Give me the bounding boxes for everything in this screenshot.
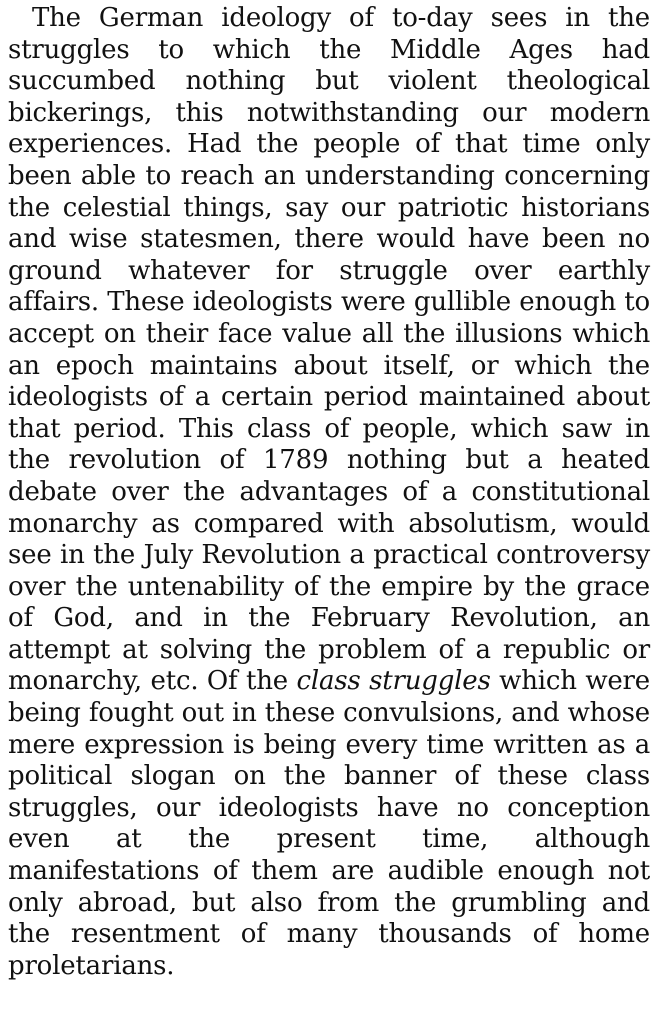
body-paragraph	[8, 0, 650, 982]
italic-phrase: class struggles	[296, 666, 491, 697]
paragraph-text-before-italic: The German ideology of to-day sees in the struggles to which the Middle Ages had succumbed nothing but violent theological bickerings, this notwithstanding our modern experiences. Had the people of that time only been able to reach an understanding concerning the celestial things, say our patriotic historians and wise statesmen, there would have been no ground whatever for struggle over earthly affairs. These ideologists were gullible enough to accept on their face value all the illusions which an epoch maintains about itself, or which the ideologists of a certain period maintained about that period. This class of people, which saw in the revolution of 1789 nothing but a heated debate over the advantages of a constitutional monarchy as compared with absolutism, would see in the July Revolution a practical controversy over the untenability of the empire by the grace of God, and in the February Revolution, an attempt at solving the problem of a republic or monarchy, etc. Of the	[8, 3, 650, 697]
paragraph-text-after-italic: which were being fought out in these convulsions, and whose mere expression is being every time written as a political slogan on the banner of these class struggles, our ideologists have no conception even at the present time, although manifestations of them are audible enough not only abroad, but also from the grumbling and the resentment of many thousands of home proletarians.	[8, 666, 650, 981]
